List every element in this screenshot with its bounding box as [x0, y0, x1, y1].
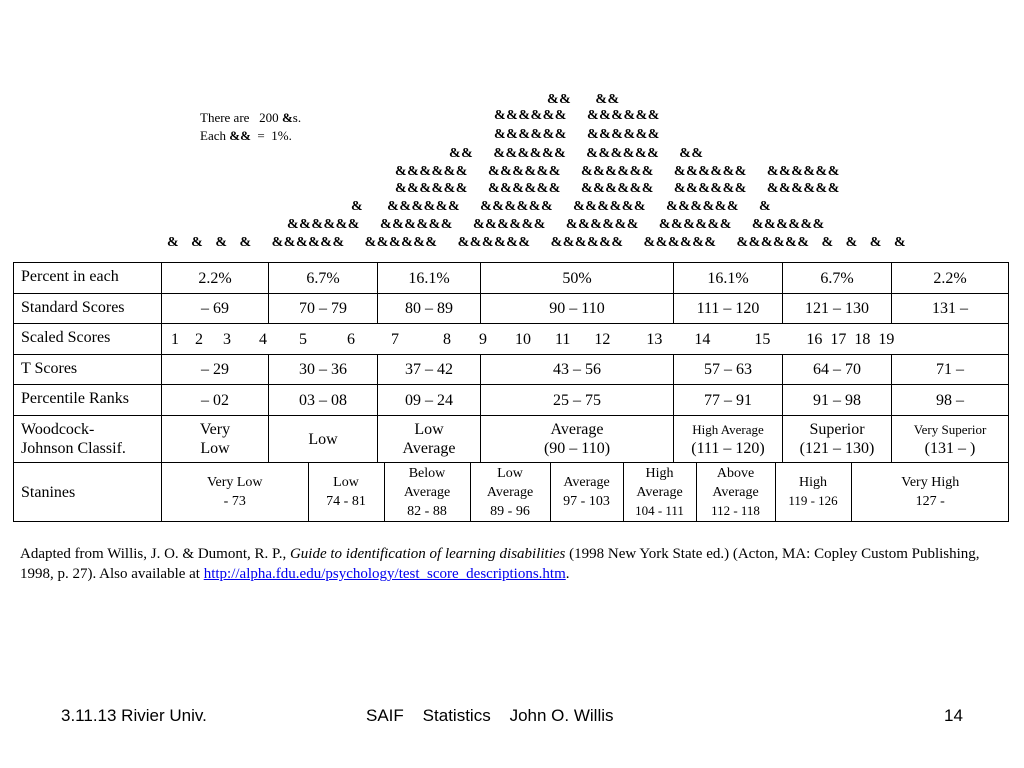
histogram-row: &&&&&& &&&&&& [494, 108, 660, 123]
histogram-row: &&&&&& &&&&&& &&&&&& &&&&&& &&&&&& &&&&&& [287, 217, 825, 232]
cell: 64 – 70 [783, 355, 892, 385]
cell: 98 – [892, 385, 1009, 416]
cell: Average (90 – 110) [481, 416, 674, 463]
stanine-cell: Very Low - 73 [206, 475, 263, 509]
stanine-cell: Below Average 82 - 88 [384, 463, 470, 521]
cell: Superior (121 – 130) [783, 416, 892, 463]
footer-date-venue: 3.11.13 Rivier Univ. [61, 706, 207, 725]
stanine-cell: Very High 127 - [851, 463, 1009, 521]
score-table [13, 262, 1009, 522]
row-label: Woodcock- Johnson Classif. [14, 416, 162, 463]
histogram-note-scale: Each && = 1%. [200, 128, 292, 143]
cell: Low Average [378, 416, 481, 463]
cell: 30 – 36 [269, 355, 378, 385]
t-scores-row [14, 355, 1009, 385]
percent-row [14, 263, 1009, 294]
row-label: Scaled Scores [14, 324, 162, 355]
histogram-row: && && [547, 92, 620, 107]
stanine-cell: Low Average 89 - 96 [470, 463, 550, 521]
citation: Adapted from Willis, J. O. & Dumont, R. P., Guide to identification of learning disabilities (1998 New York State ed.) (Acton, MA: Copley Custom Publishing, 1998, p. 27). Also available at http://alpha.fdu.edu/psychology/test_score_descriptions.htm. [20, 546, 980, 582]
cell: Low [269, 416, 378, 463]
cell: 71 – [892, 355, 1009, 385]
row-label: Stanines [14, 463, 162, 522]
row-label: T Scores [14, 355, 162, 385]
cell: 121 – 130 [783, 294, 892, 324]
histogram-row: & & & & &&&&&& &&&&&& &&&&&& &&&&&& &&&&&& &&&&&& & & & & [167, 235, 907, 250]
stanine-cell: High Average 104 - 111 [623, 463, 696, 521]
cell: 16.1% [378, 263, 481, 294]
cell: Very Low [162, 416, 269, 463]
stanine-cell: Low 74 - 81 [308, 463, 384, 521]
histogram-note-total: There are 200 &s. [200, 110, 302, 125]
standard-scores-row [14, 294, 1009, 324]
cell: Very Superior (131 – ) [892, 416, 1009, 463]
row-label: Standard Scores [14, 294, 162, 324]
cell: 6.7% [269, 263, 378, 294]
row-label: Percentile Ranks [14, 385, 162, 416]
cell: 91 – 98 [783, 385, 892, 416]
stanines-cells [162, 463, 1009, 522]
cell: 37 – 42 [378, 355, 481, 385]
cell: 70 – 79 [269, 294, 378, 324]
stanine-cell: High 119 - 126 [775, 463, 851, 521]
percentile-ranks-row [14, 385, 1009, 416]
cell: 57 – 63 [674, 355, 783, 385]
stanine-cell: Above Average 112 - 118 [696, 463, 775, 521]
cell: 25 – 75 [481, 385, 674, 416]
cell: 43 – 56 [481, 355, 674, 385]
scaled-scores-values: 1 2 3 4 5 6 7 8 9 10 11 12 13 14 15 16 17 18 19 [162, 324, 1009, 355]
cell: 50% [481, 263, 674, 294]
histogram-row: &&&&&& &&&&&& &&&&&& &&&&&& &&&&&& [395, 181, 840, 196]
cell: High Average (111 – 120) [674, 416, 783, 463]
cell: 2.2% [892, 263, 1009, 294]
cell: 90 – 110 [481, 294, 674, 324]
cell: 111 – 120 [674, 294, 783, 324]
cell: 131 – [892, 294, 1009, 324]
stanines-row [14, 463, 1009, 522]
cell: 03 – 08 [269, 385, 378, 416]
woodcock-johnson-row [14, 416, 1009, 463]
histogram-row: & &&&&&& &&&&&& &&&&&& &&&&&& & [351, 199, 772, 214]
histogram-row: && &&&&&& &&&&&& && [449, 146, 704, 161]
histogram-row: &&&&&& &&&&&& [494, 127, 660, 142]
histogram-row: &&&&&& &&&&&& &&&&&& &&&&&& &&&&&& [395, 164, 840, 179]
cell: 77 – 91 [674, 385, 783, 416]
footer-title: SAIF Statistics John O. Willis [366, 706, 614, 725]
cell: 09 – 24 [378, 385, 481, 416]
cell: – 29 [162, 355, 269, 385]
cell: – 69 [162, 294, 269, 324]
cell: 80 – 89 [378, 294, 481, 324]
stanine-cell: Average 97 - 103 [550, 463, 623, 521]
page-number: 14 [944, 706, 963, 725]
cell: 6.7% [783, 263, 892, 294]
row-label: Percent in each [14, 263, 162, 294]
cell: 16.1% [674, 263, 783, 294]
cell: – 02 [162, 385, 269, 416]
cell: 2.2% [162, 263, 269, 294]
source-link[interactable]: http://alpha.fdu.edu/psychology/test_score_descriptions.htm [203, 566, 566, 582]
citation-title: Guide to identification of learning disabilities [289, 546, 566, 562]
scaled-scores-row [14, 324, 1009, 355]
